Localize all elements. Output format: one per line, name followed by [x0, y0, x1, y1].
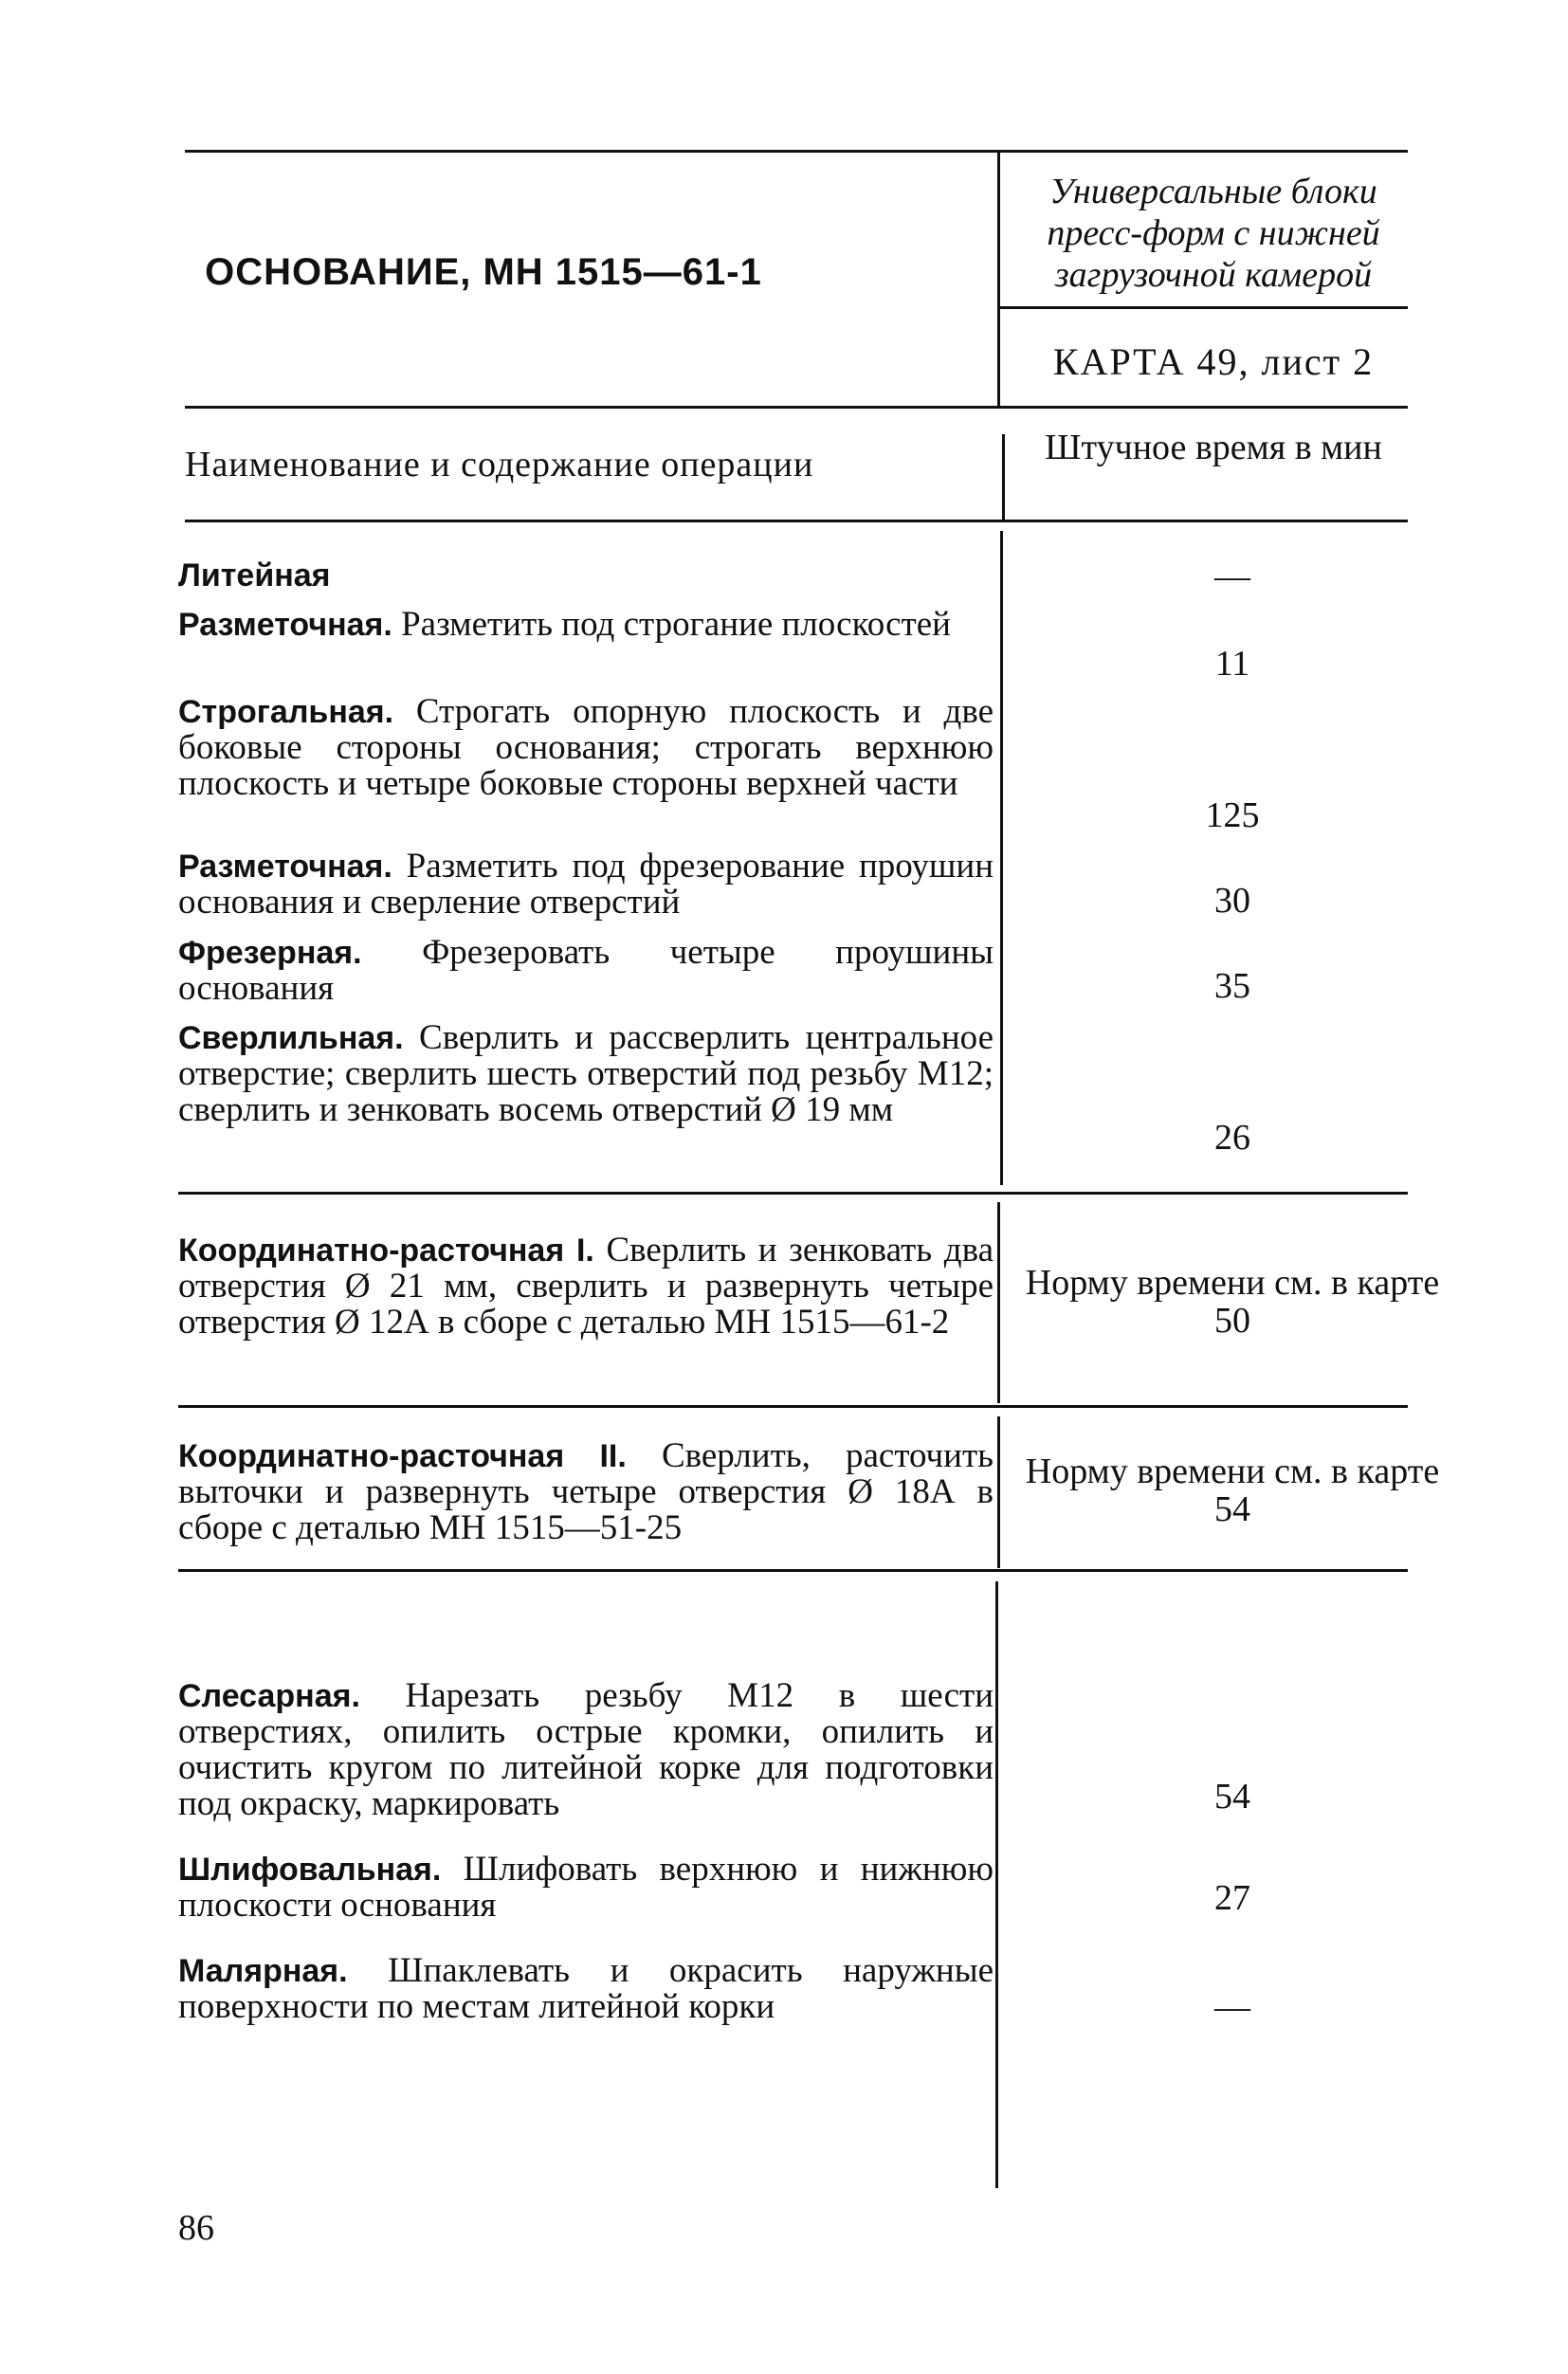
time-norm-reference: Норму времени см. в карте 54 [1025, 1452, 1440, 1529]
page-number: 86 [178, 2208, 214, 2248]
operation-time: 26 [1214, 1118, 1250, 1158]
operation-time: 11 [1214, 644, 1250, 684]
column-divider-section4 [995, 1581, 998, 2188]
column-heading-operation: Наименование и содержание операции [185, 445, 814, 484]
operation-row [178, 935, 994, 1007]
operation-name: Координатно-расточная I. [178, 1233, 594, 1269]
section3-bottom-rule [178, 1569, 1408, 1572]
operation-row [178, 1233, 994, 1341]
operation-text: Шпаклевать и окрасить наружные поверхности по местам литейной корки [178, 1951, 994, 2026]
document-subtitle: Универсальные блоки пресс-форм с нижней загрузочной камерой [1047, 172, 1380, 295]
section1-bottom-rule [178, 1192, 1408, 1195]
operation-text: Нарезать резьбу М12 в шести отверстиях, опилить острые кромки, опилить и очистить кругом по литейной корке для подготовки под окраску, маркировать [178, 1676, 994, 1823]
operation-name: Фрезерная. [178, 935, 362, 971]
column-divider-section1 [1000, 531, 1003, 1185]
operation-row [178, 1020, 994, 1128]
header-bottom-rule [185, 406, 1408, 409]
operation-row [178, 1678, 994, 1822]
operation-row [178, 849, 994, 921]
operation-text: Разметить под фрезерование проушин основания и сверление отверстий [178, 847, 994, 922]
operation-name: Строгальная. [178, 694, 394, 730]
operation-name: Малярная. [178, 1953, 348, 1989]
operation-text: Сверлить, расточить выточки и развернуть четыре отверстия Ø 18А в сборе с деталью МН 1515—51-25 [178, 1436, 994, 1547]
operation-name: Слесарная. [178, 1678, 360, 1714]
operation-time: 54 [1214, 1777, 1250, 1817]
operation-row [178, 557, 994, 594]
operation-text: Сверлить и рассверлить центральное отверстие; сверлить шесть отверстий под резьбу М12; сверлить и зенковать восемь отверстий Ø 19 мм [178, 1018, 994, 1129]
document-title: ОСНОВАНИЕ, МН 1515—61-1 [205, 251, 762, 293]
operation-row [178, 694, 994, 802]
operation-name: Координатно-расточная II. [178, 1438, 627, 1474]
column-divider-header [997, 150, 1000, 406]
column-divider-section2 [997, 1202, 1000, 1403]
top-rule [185, 150, 1408, 153]
section2-bottom-rule [178, 1405, 1408, 1408]
operation-time: 27 [1214, 1878, 1250, 1918]
operation-text: Разметить под строгание плоскостей [401, 605, 951, 644]
operation-name: Шлифовальная. [178, 1852, 442, 1888]
operation-time: 35 [1214, 966, 1250, 1006]
operation-name: Литейная [178, 557, 331, 594]
column-divider-section3 [997, 1416, 1000, 1568]
operation-text: Сверлить и зенковать два отверстия Ø 21 мм, сверлить и развернуть четыре отверстия Ø 12А в сборе с деталью МН 1515—61-2 [178, 1231, 994, 1342]
operation-name: Разметочная. [178, 607, 392, 643]
column-head-bottom-rule [185, 520, 1408, 522]
header-divider-right [1000, 306, 1408, 309]
operation-time: 30 [1214, 881, 1250, 921]
operation-name: Разметочная. [178, 849, 392, 885]
operation-text: Фрезеровать четыре проушины основания [178, 933, 994, 1008]
time-norm-reference: Норму времени см. в карте 50 [1025, 1263, 1440, 1341]
operation-text: Шлифовать верхнюю и нижнюю плоскости основания [178, 1850, 994, 1925]
operation-row [178, 1953, 994, 2025]
card-reference: КАРТА 49, лист 2 [1052, 340, 1375, 383]
column-heading-time: Штучное время в мин [1045, 428, 1382, 467]
operation-name: Сверлильная. [178, 1020, 404, 1056]
operation-row [178, 607, 994, 643]
operation-text: Строгать опорную плоскость и две боковые стороны основания; строгать верхнюю плоскость и четыре боковые стороны верхней части [178, 692, 994, 803]
operation-row [178, 1852, 994, 1924]
operation-row [178, 1438, 994, 1546]
operation-time: — [1214, 1987, 1250, 2027]
operation-time: 125 [1205, 795, 1260, 835]
operation-time: — [1214, 557, 1250, 596]
